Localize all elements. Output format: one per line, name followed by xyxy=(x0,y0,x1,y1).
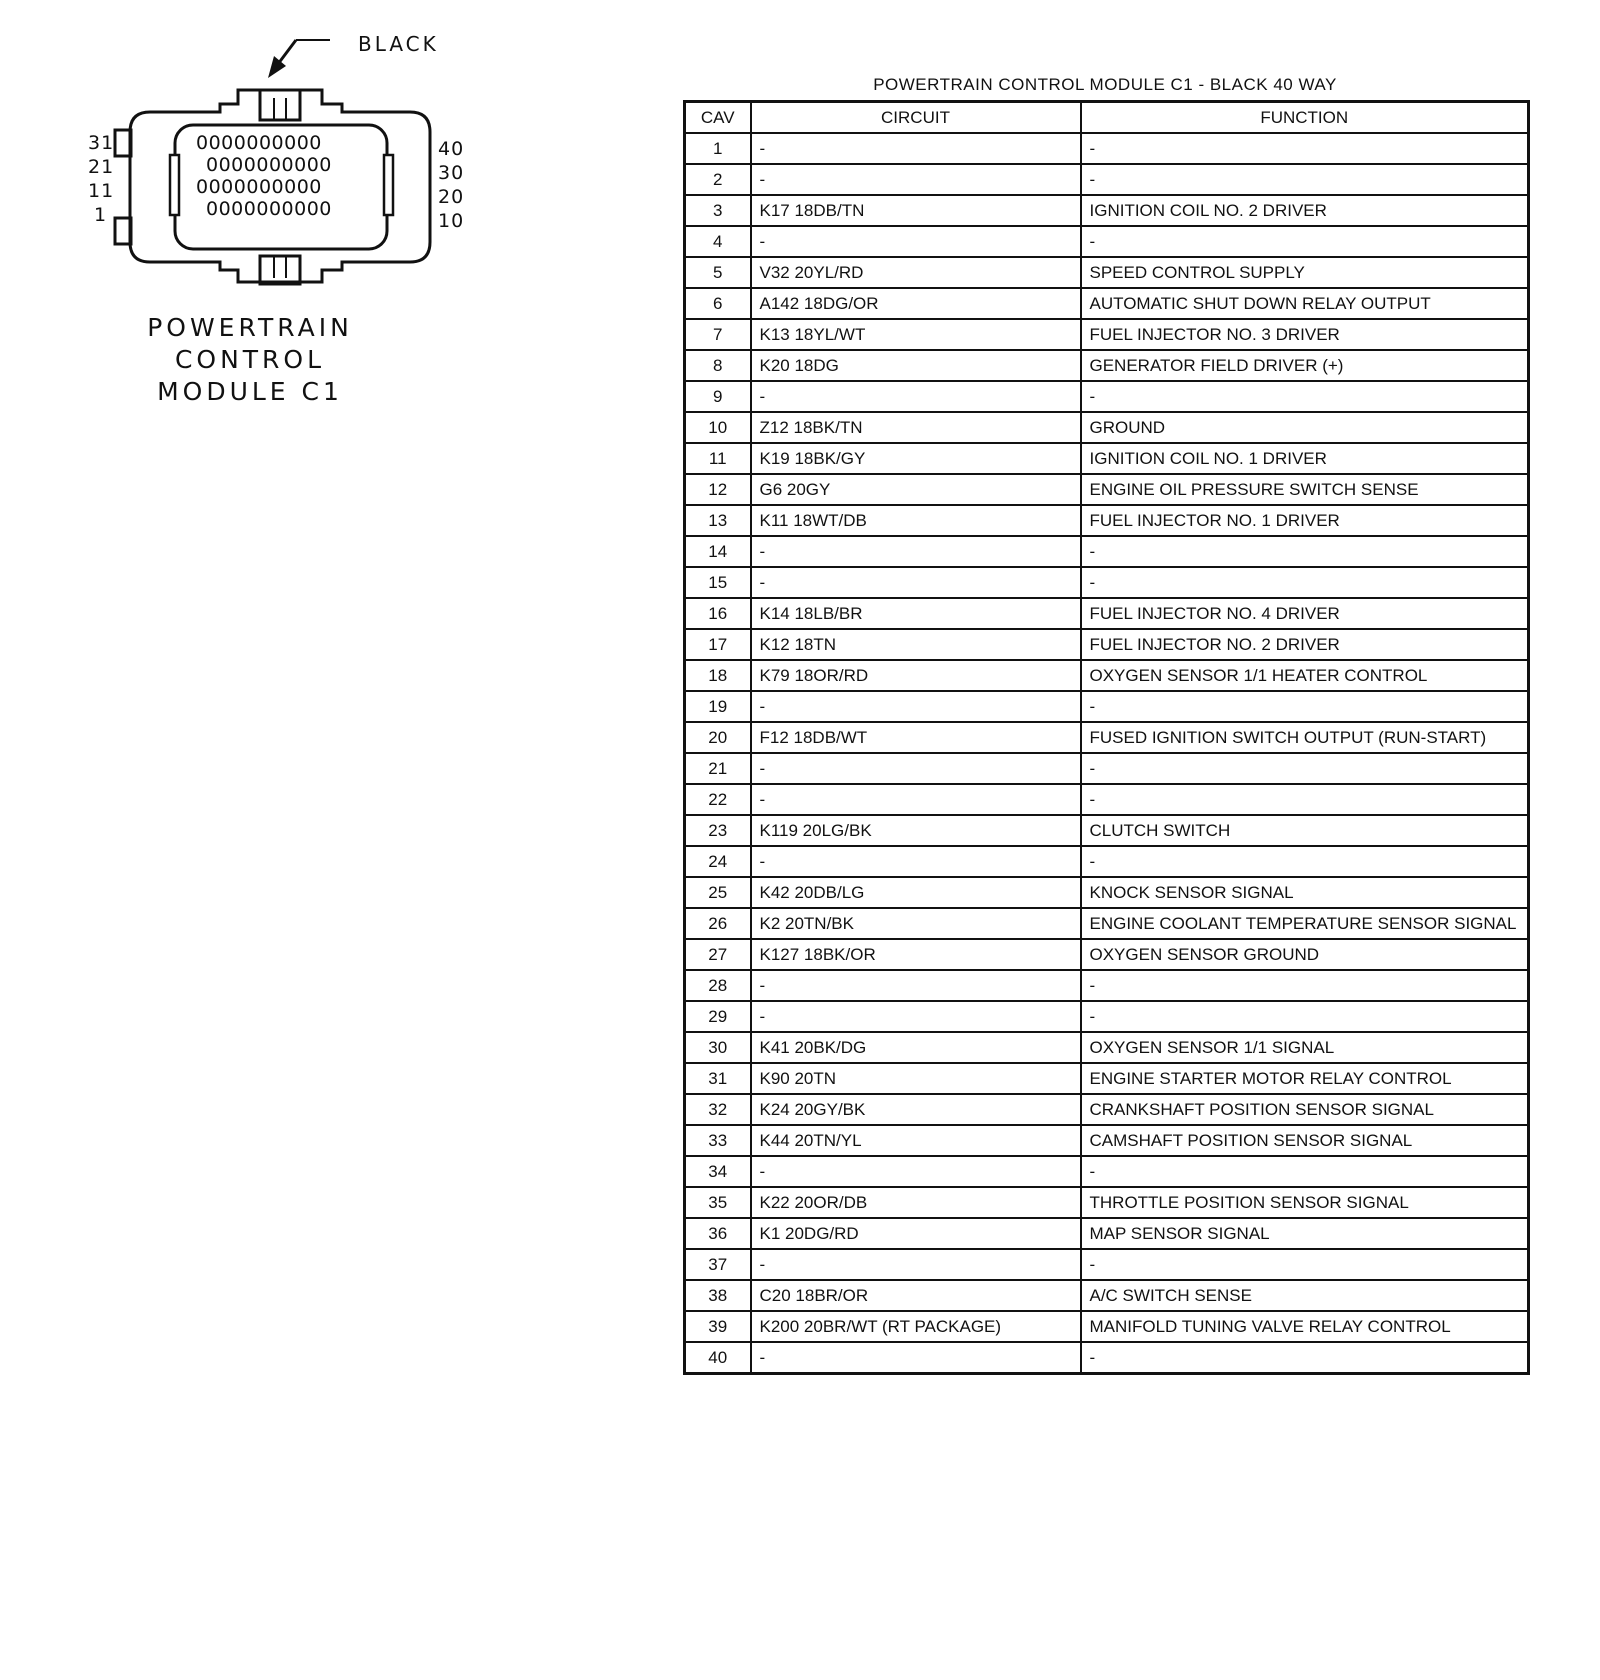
circuit-cell: - xyxy=(751,1342,1081,1374)
table-row xyxy=(685,784,1529,815)
table-row xyxy=(685,381,1529,412)
circuit-cell: K14 18LB/BR xyxy=(751,598,1081,629)
table-row xyxy=(685,815,1529,846)
circuit-cell: F12 18DB/WT xyxy=(751,722,1081,753)
cav-cell: 35 xyxy=(685,1187,751,1218)
cav-cell: 30 xyxy=(685,1032,751,1063)
pinout-table xyxy=(683,100,1530,1375)
cav-cell: 17 xyxy=(685,629,751,660)
cav-cell: 3 xyxy=(685,195,751,226)
function-cell: AUTOMATIC SHUT DOWN RELAY OUTPUT xyxy=(1081,288,1529,319)
connector-diagram xyxy=(60,20,500,430)
table-row xyxy=(685,908,1529,939)
circuit-cell: K11 18WT/DB xyxy=(751,505,1081,536)
function-cell: FUEL INJECTOR NO. 2 DRIVER xyxy=(1081,629,1529,660)
cav-cell: 9 xyxy=(685,381,751,412)
function-cell: - xyxy=(1081,536,1529,567)
function-cell: OXYGEN SENSOR 1/1 SIGNAL xyxy=(1081,1032,1529,1063)
cav-cell: 12 xyxy=(685,474,751,505)
cav-cell: 40 xyxy=(685,1342,751,1374)
function-cell: - xyxy=(1081,1156,1529,1187)
function-cell: - xyxy=(1081,970,1529,1001)
function-cell: MANIFOLD TUNING VALVE RELAY CONTROL xyxy=(1081,1311,1529,1342)
cav-cell: 32 xyxy=(685,1094,751,1125)
pinout-table-section xyxy=(683,70,1527,1375)
circuit-cell: - xyxy=(751,691,1081,722)
cav-cell: 10 xyxy=(685,412,751,443)
function-cell: - xyxy=(1081,164,1529,195)
function-cell: ENGINE STARTER MOTOR RELAY CONTROL xyxy=(1081,1063,1529,1094)
function-cell: MAP SENSOR SIGNAL xyxy=(1081,1218,1529,1249)
circuit-cell: K127 18BK/OR xyxy=(751,939,1081,970)
table-row xyxy=(685,1187,1529,1218)
cav-cell: 36 xyxy=(685,1218,751,1249)
circuit-cell: G6 20GY xyxy=(751,474,1081,505)
circuit-cell: K42 20DB/LG xyxy=(751,877,1081,908)
module-name-line: POWERTRAIN xyxy=(147,313,353,342)
right-pin-label: 30 xyxy=(438,162,465,184)
circuit-cell: - xyxy=(751,226,1081,257)
top-key xyxy=(260,90,300,120)
pin-row: 0000000000 xyxy=(196,132,322,154)
cav-cell: 37 xyxy=(685,1249,751,1280)
cav-cell: 15 xyxy=(685,567,751,598)
table-row xyxy=(685,877,1529,908)
function-cell: IGNITION COIL NO. 2 DRIVER xyxy=(1081,195,1529,226)
function-cell: CLUTCH SWITCH xyxy=(1081,815,1529,846)
circuit-cell: K2 20TN/BK xyxy=(751,908,1081,939)
cav-cell: 5 xyxy=(685,257,751,288)
circuit-cell: K119 20LG/BK xyxy=(751,815,1081,846)
function-cell: - xyxy=(1081,691,1529,722)
function-cell: - xyxy=(1081,1249,1529,1280)
table-row xyxy=(685,1063,1529,1094)
right-pin-label: 10 xyxy=(438,210,465,232)
cav-cell: 23 xyxy=(685,815,751,846)
table-row xyxy=(685,660,1529,691)
function-cell: OXYGEN SENSOR GROUND xyxy=(1081,939,1529,970)
circuit-cell: Z12 18BK/TN xyxy=(751,412,1081,443)
function-cell: FUEL INJECTOR NO. 3 DRIVER xyxy=(1081,319,1529,350)
circuit-cell: - xyxy=(751,1249,1081,1280)
circuit-cell: K79 18OR/RD xyxy=(751,660,1081,691)
table-row xyxy=(685,1094,1529,1125)
circuit-cell: K17 18DB/TN xyxy=(751,195,1081,226)
table-row xyxy=(685,1342,1529,1374)
table-row xyxy=(685,1249,1529,1280)
cav-cell: 22 xyxy=(685,784,751,815)
function-cell: - xyxy=(1081,133,1529,164)
circuit-cell: - xyxy=(751,1001,1081,1032)
function-cell: ENGINE COOLANT TEMPERATURE SENSOR SIGNAL xyxy=(1081,908,1529,939)
cav-cell: 19 xyxy=(685,691,751,722)
cav-cell: 27 xyxy=(685,939,751,970)
column-header-cav: CAV xyxy=(685,102,751,134)
cav-cell: 8 xyxy=(685,350,751,381)
cav-cell: 25 xyxy=(685,877,751,908)
left-pin-label: 11 xyxy=(88,180,115,202)
left-pin-label: 21 xyxy=(88,156,115,178)
table-row xyxy=(685,226,1529,257)
table-title: POWERTRAIN CONTROL MODULE C1 - BLACK 40 WAY xyxy=(873,75,1337,94)
module-name xyxy=(100,312,400,408)
function-cell: THROTTLE POSITION SENSOR SIGNAL xyxy=(1081,1187,1529,1218)
cav-cell: 29 xyxy=(685,1001,751,1032)
cav-cell: 7 xyxy=(685,319,751,350)
cav-cell: 34 xyxy=(685,1156,751,1187)
cav-cell: 6 xyxy=(685,288,751,319)
bottom-key xyxy=(260,256,300,284)
function-cell: FUSED IGNITION SWITCH OUTPUT (RUN-START) xyxy=(1081,722,1529,753)
function-cell: - xyxy=(1081,381,1529,412)
right-pin-label: 20 xyxy=(438,186,465,208)
function-cell: - xyxy=(1081,567,1529,598)
function-cell: CRANKSHAFT POSITION SENSOR SIGNAL xyxy=(1081,1094,1529,1125)
function-cell: FUEL INJECTOR NO. 4 DRIVER xyxy=(1081,598,1529,629)
function-cell: - xyxy=(1081,753,1529,784)
function-cell: GROUND xyxy=(1081,412,1529,443)
circuit-cell: K44 20TN/YL xyxy=(751,1125,1081,1156)
cav-cell: 33 xyxy=(685,1125,751,1156)
table-row xyxy=(685,939,1529,970)
cav-cell: 13 xyxy=(685,505,751,536)
circuit-cell: - xyxy=(751,753,1081,784)
function-cell: CAMSHAFT POSITION SENSOR SIGNAL xyxy=(1081,1125,1529,1156)
cav-cell: 39 xyxy=(685,1311,751,1342)
table-row xyxy=(685,1218,1529,1249)
circuit-cell: K90 20TN xyxy=(751,1063,1081,1094)
circuit-cell: C20 18BR/OR xyxy=(751,1280,1081,1311)
cav-cell: 38 xyxy=(685,1280,751,1311)
cav-cell: 21 xyxy=(685,753,751,784)
table-row xyxy=(685,1311,1529,1342)
table-row xyxy=(685,412,1529,443)
table-row xyxy=(685,846,1529,877)
function-cell: FUEL INJECTOR NO. 1 DRIVER xyxy=(1081,505,1529,536)
function-cell: - xyxy=(1081,846,1529,877)
circuit-cell: - xyxy=(751,1156,1081,1187)
table-row xyxy=(685,1156,1529,1187)
table-row xyxy=(685,505,1529,536)
cav-cell: 20 xyxy=(685,722,751,753)
table-row xyxy=(685,443,1529,474)
cav-cell: 2 xyxy=(685,164,751,195)
circuit-cell: - xyxy=(751,164,1081,195)
cav-cell: 31 xyxy=(685,1063,751,1094)
pin-row: 0000000000 xyxy=(206,198,332,220)
function-cell: - xyxy=(1081,784,1529,815)
circuit-cell: K13 18YL/WT xyxy=(751,319,1081,350)
connector-color-label: BLACK xyxy=(358,32,439,56)
circuit-cell: - xyxy=(751,133,1081,164)
circuit-cell: - xyxy=(751,536,1081,567)
module-name-line: CONTROL xyxy=(174,345,326,374)
cav-cell: 14 xyxy=(685,536,751,567)
circuit-cell: K200 20BR/WT (RT PACKAGE) xyxy=(751,1311,1081,1342)
table-row xyxy=(685,567,1529,598)
function-cell: KNOCK SENSOR SIGNAL xyxy=(1081,877,1529,908)
module-name-line: MODULE C1 xyxy=(157,377,343,406)
table-row xyxy=(685,1280,1529,1311)
circuit-cell: A142 18DG/OR xyxy=(751,288,1081,319)
column-header-function: FUNCTION xyxy=(1081,102,1529,134)
circuit-cell: K1 20DG/RD xyxy=(751,1218,1081,1249)
cav-cell: 28 xyxy=(685,970,751,1001)
table-row xyxy=(685,133,1529,164)
right-pin-label: 40 xyxy=(438,138,465,160)
circuit-cell: K24 20GY/BK xyxy=(751,1094,1081,1125)
table-row xyxy=(685,536,1529,567)
function-cell: - xyxy=(1081,1001,1529,1032)
function-cell: IGNITION COIL NO. 1 DRIVER xyxy=(1081,443,1529,474)
cav-cell: 16 xyxy=(685,598,751,629)
function-cell: - xyxy=(1081,1342,1529,1374)
circuit-cell: - xyxy=(751,381,1081,412)
circuit-cell: - xyxy=(751,567,1081,598)
table-row xyxy=(685,319,1529,350)
left-pin-label: 1 xyxy=(94,204,108,226)
table-row xyxy=(685,722,1529,753)
circuit-cell: K12 18TN xyxy=(751,629,1081,660)
table-row xyxy=(685,164,1529,195)
circuit-cell: V32 20YL/RD xyxy=(751,257,1081,288)
table-row xyxy=(685,1032,1529,1063)
table-row xyxy=(685,629,1529,660)
cav-cell: 11 xyxy=(685,443,751,474)
circuit-cell: K41 20BK/DG xyxy=(751,1032,1081,1063)
pin-row: 0000000000 xyxy=(206,154,332,176)
table-row xyxy=(685,598,1529,629)
table-row xyxy=(685,753,1529,784)
pin-row: 0000000000 xyxy=(196,176,322,198)
cav-cell: 18 xyxy=(685,660,751,691)
table-row xyxy=(685,474,1529,505)
circuit-cell: - xyxy=(751,970,1081,1001)
table-row xyxy=(685,350,1529,381)
table-header-row xyxy=(685,102,1529,134)
table-row xyxy=(685,691,1529,722)
function-cell: A/C SWITCH SENSE xyxy=(1081,1280,1529,1311)
function-cell: - xyxy=(1081,226,1529,257)
table-row xyxy=(685,1125,1529,1156)
circuit-cell: K19 18BK/GY xyxy=(751,443,1081,474)
circuit-cell: K20 18DG xyxy=(751,350,1081,381)
cav-cell: 4 xyxy=(685,226,751,257)
cav-cell: 1 xyxy=(685,133,751,164)
circuit-cell: - xyxy=(751,784,1081,815)
function-cell: ENGINE OIL PRESSURE SWITCH SENSE xyxy=(1081,474,1529,505)
cav-cell: 24 xyxy=(685,846,751,877)
column-header-circuit: CIRCUIT xyxy=(751,102,1081,134)
circuit-cell: K22 20OR/DB xyxy=(751,1187,1081,1218)
function-cell: GENERATOR FIELD DRIVER (+) xyxy=(1081,350,1529,381)
function-cell: OXYGEN SENSOR 1/1 HEATER CONTROL xyxy=(1081,660,1529,691)
table-body xyxy=(685,133,1529,1374)
left-pin-label: 31 xyxy=(88,132,115,154)
table-row xyxy=(685,1001,1529,1032)
function-cell: SPEED CONTROL SUPPLY xyxy=(1081,257,1529,288)
table-row xyxy=(685,288,1529,319)
table-row xyxy=(685,195,1529,226)
circuit-cell: - xyxy=(751,846,1081,877)
table-row xyxy=(685,257,1529,288)
cav-cell: 26 xyxy=(685,908,751,939)
table-row xyxy=(685,970,1529,1001)
